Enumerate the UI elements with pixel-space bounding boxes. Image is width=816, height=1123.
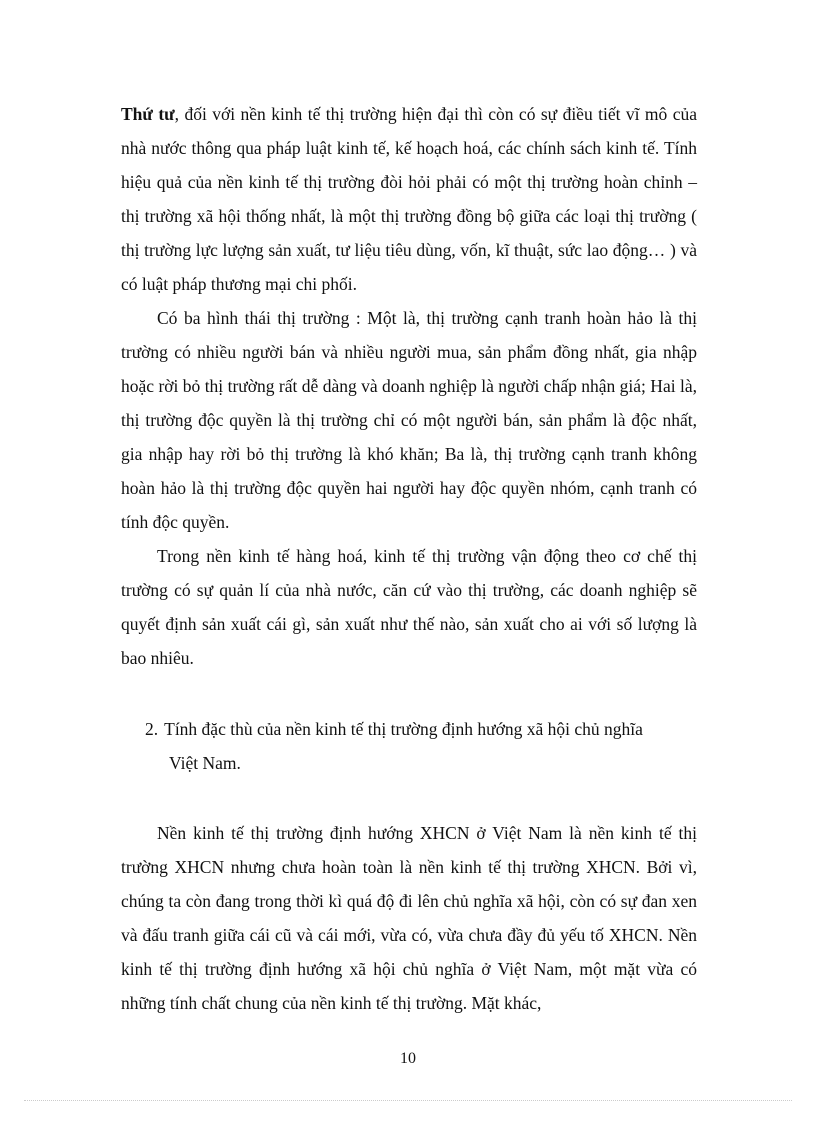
footer-divider: [24, 1100, 792, 1101]
paragraph-body: Nền kinh tế thị trường định hướng XHCN ở Việt Nam là nền kinh tế thị trường XHCN nhưng chưa hoàn toàn là nền kinh tế thị trường XHCN. Bởi vì, chúng ta còn đang trong thời kì quá độ đi lên chủ nghĩa xã hội, còn có sự đan xen và đấu tranh giữa cái cũ và cái mới, vừa có, vừa chưa đầy đủ yếu tố XHCN. Nền kinh tế thị trường định hướng xã hội chủ nghĩa ở Việt Nam, một mặt vừa có những tính chất chung của nền kinh tế thị trường. Mặt khác,: [121, 823, 697, 1013]
paragraph-lead-bold: Thứ tư: [121, 104, 175, 124]
paragraph-body: Trong nền kinh tế hàng hoá, kinh tế thị trường vận động theo cơ chế thị trường có sự quản lí của nhà nước, căn cứ vào thị trường, các doanh nghiệp sẽ quyết định sản xuất cái gì, sản xuất như thế nào, sản xuất cho ai với số lượng là bao nhiêu.: [121, 546, 697, 668]
section-heading: [145, 712, 705, 780]
section-title-line1: Tính đặc thù của nền kinh tế thị trường định hướng xã hội chủ nghĩa: [164, 719, 643, 739]
paragraph-market-forms: [121, 301, 697, 539]
paragraph-market-mechanism: [121, 539, 697, 675]
paragraph-vietnam-economy: [121, 816, 697, 1020]
section-title-line2: Việt Nam.: [169, 753, 241, 773]
page-number: 10: [400, 1050, 416, 1067]
paragraph-thu-tu: [121, 97, 697, 301]
paragraph-body: Có ba hình thái thị trường : Một là, thị trường cạnh tranh hoàn hảo là thị trường có nhiều người bán và nhiều người mua, sản phẩm đồng nhất, gia nhập hoặc rời bỏ thị trường rất dễ dàng và doanh nghiệp là người chấp nhận giá; Hai là, thị trường độc quyền là thị trường chỉ có một người bán, sản phẩm là độc nhất, gia nhập hay rời bỏ thị trường là khó khăn; Ba là, thị trường cạnh tranh không hoàn hảo là thị trường độc quyền hai người hay độc quyền nhóm, cạnh tranh có tính độc quyền.: [121, 308, 697, 532]
paragraph-body: , đối với nền kinh tế thị trường hiện đại thì còn có sự điều tiết vĩ mô của nhà nước thông qua pháp luật kinh tế, kế hoạch hoá, các chính sách kinh tế. Tính hiệu quả của nền kinh tế thị trường đòi hỏi phải có một thị trường hoàn chỉnh – thị trường xã hội thống nhất, là một thị trường đồng bộ giữa các loại thị trường ( thị trường lực lượng sản xuất, tư liệu tiêu dùng, vốn, kĩ thuật, sức lao động… ) và có luật pháp thương mại chi phối.: [121, 104, 697, 294]
section-number: 2.: [145, 719, 159, 739]
